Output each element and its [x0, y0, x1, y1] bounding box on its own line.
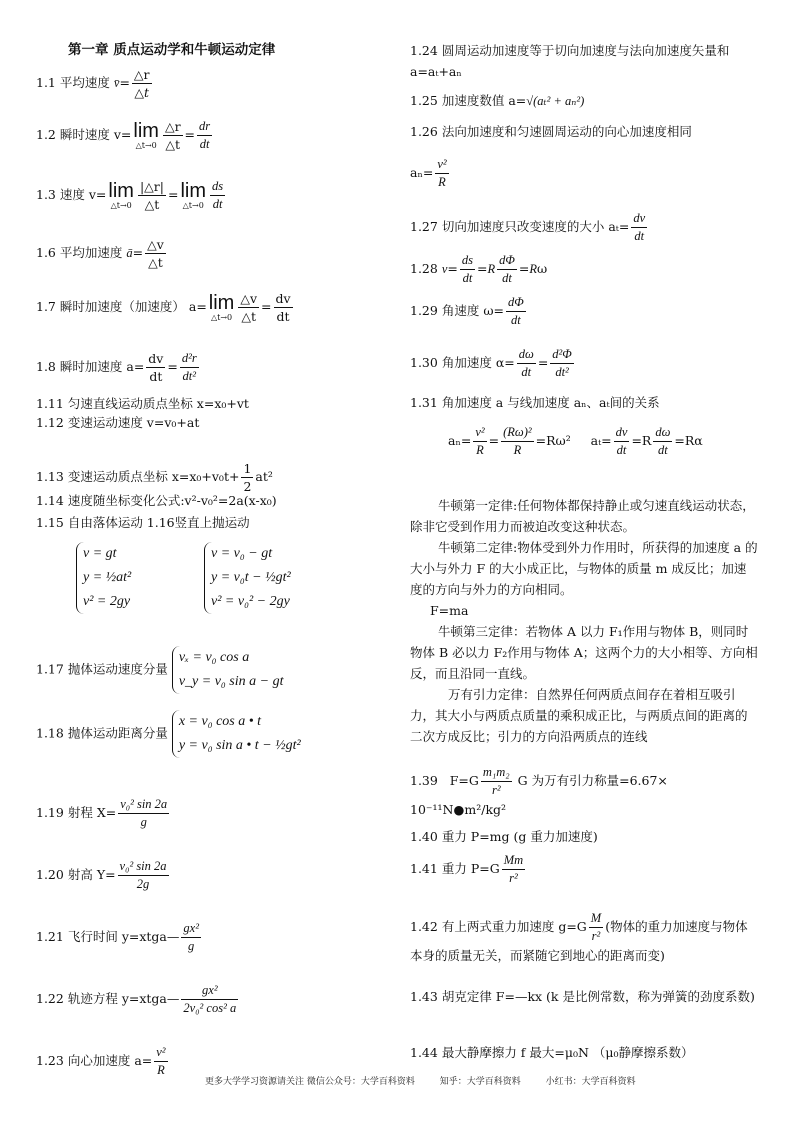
formula-1-29: 1.29 角速度 ω= $\frac{d\Phi}{dt}$ — [410, 295, 524, 327]
formula-1-30: 1.30 角加速度 α= $\frac{d\omega}{dt}$ = $\frac{\text{d²Φ}}{\text{dt²}}$ — [410, 347, 572, 379]
formula-1-8: 1.8 瞬时加速度 a= $\frac{dv}{dt}$ = $\frac{\text{d²r}}{\text{dt²}}$ — [36, 351, 197, 384]
formula-1-31-expr: aₙ= $\frac{\text{v²}}{R}$ = $\frac{\text{(Rω)²}}{R}$ =Rω² aₜ= $\frac{dv}{dt}$ =R $\frac{d\omega}{dt}$ =Rα — [448, 425, 703, 457]
formula-1-13: 1.13 变速运动质点坐标 x=x₀+v₀t+ $\frac{1}{2}$ at² — [36, 461, 273, 494]
formula-1-20: 1.20 射高 Y= $\frac{\text{v₀² sin 2a}}{2g}$ — [36, 859, 167, 891]
free-fall-system: v = gt y = ½at² v² = 2gy — [76, 542, 131, 614]
formula-1-11: 1.11 匀速直线运动质点坐标 x=x₀+vt — [36, 396, 249, 411]
formula-1-25: 1.25 加速度数值 a=√(aₜ² + aₙ²) — [410, 93, 585, 108]
formula-1-12: 1.12 变速运动速度 v=v₀+at — [36, 415, 200, 430]
formula-1-3: 1.3 速度 v= lim △t→0 $\frac{|\triangle r|}{\triangle t}$ = lim △t→0 $\frac{ds}{dt}$ — [36, 179, 224, 212]
formula-1-40: 1.40 重力 P=mg (g 重力加速度) — [410, 829, 598, 844]
formula-1-14: 1.14 速度随坐标变化公式:v²-v₀²=2a(x-x₀) — [36, 493, 277, 508]
formula-1-19: 1.19 射程 X= $\frac{\text{v₀² sin 2a}}{g}$ — [36, 797, 168, 829]
formula-1-39: 1.39 F=G $\frac{\text{m₁m₂}}{\text{r²}}$ G 为万有引力称量=6.67× 10⁻¹¹N●m²/kg² — [410, 765, 668, 817]
formula-1-2: 1.2 瞬时速度 v= lim △t→0 $\frac{\triangle r}{\triangle t}$ = $\frac{dr}{dt}$ — [36, 119, 211, 152]
formula-1-21: 1.21 飞行时间 y=xtga— $\frac{\text{gx²}}{g}$ — [36, 921, 199, 953]
newton-third-law: 牛顿第三定律：若物体 A 以力 F₁作用与物体 B，则同时物体 B 必以力 F₂作用与物体 A；这两个力的大小相等、方向相反，而且沿同一直线。 — [410, 624, 758, 681]
formula-1-26-expr: aₙ= $\frac{\text{v²}}{R}$ — [410, 157, 447, 189]
formula-1-1: 1.1 平均速度 v̄= $\frac{\triangle r}{\triangle t}$ — [36, 67, 150, 100]
formula-1-28: 1.28 v= $\frac{ds}{dt}$ =R $\frac{d\Phi}{dt}$ =Rω — [410, 253, 548, 285]
formula-1-42: 1.42 有上两式重力加速度 g=G $\frac{M}{\text{r²}}$ (物体的重力加速度与物体本身的质量无关，而紧随它到地心的距离而变) — [410, 911, 748, 963]
formula-1-23: 1.23 向心加速度 a= $\frac{\text{v²}}{R}$ — [36, 1045, 166, 1077]
vertical-throw-system: v = v₀ − gt y = v₀t − ½gt² v² = v₀² − 2gy — [204, 542, 291, 614]
footer-wechat: 更多大学学习资源请关注 微信公众号：大学百科资料 — [205, 1077, 415, 1087]
formula-1-15: 1.15 自由落体运动 1.16竖直上抛运动 — [36, 515, 250, 530]
page-footer — [205, 1074, 658, 1087]
newton-first-law: 牛顿第一定律:任何物体都保持静止或匀速直线运动状态，除非它受到作用力而被迫改变这种状态。 — [410, 498, 755, 534]
formula-1-22: 1.22 轨迹方程 y=xtga— $\frac{\text{gx²}}{\text{2v₀² cos² a}}$ — [36, 983, 237, 1015]
formula-1-43: 1.43 胡克定律 F=—kx (k 是比例常数，称为弹簧的劲度系数) — [410, 989, 755, 1004]
formula-1-7: 1.7 瞬时加速度（加速度） a= lim △t→0 $\frac{\triangle v}{\triangle t}$ = $\frac{dv}{dt}$ — [36, 291, 291, 324]
footer-zhihu: 知乎：大学百科资料 — [439, 1077, 521, 1087]
footer-xiaohongshu: 小红书：大学百科资料 — [545, 1077, 636, 1087]
formula-1-41: 1.41 重力 P=G $\frac{Mm}{\text{r²}}$ — [410, 853, 524, 885]
formula-1-26: 1.26 法向加速度和匀速圆周运动的向心加速度相同 — [410, 124, 692, 139]
gravitation-law: 万有引力定律：自然界任何两质点间存在着相互吸引力，其大小与两质点质量的乘积成正比，与两质点间的距离的二次方成反比；引力的方向沿两质点的连线 — [410, 687, 748, 744]
formula-1-17: 1.17 抛体运动速度分量 vₓ = v₀ cos a v_y = v₀ sin a − gt — [36, 646, 283, 694]
f-equals-ma: F=ma — [430, 603, 469, 618]
formula-1-44: 1.44 最大静摩擦力 f 最大=μ₀N （μ₀静摩擦系数） — [410, 1045, 694, 1060]
formula-1-18: 1.18 抛体运动距离分量 x = v₀ cos a • t y = v₀ sin a • t − ½gt² — [36, 710, 301, 758]
formula-1-27: 1.27 切向加速度只改变速度的大小 aₜ= $\frac{dv}{dt}$ — [410, 211, 646, 243]
formula-1-24: 1.24 圆周运动加速度等于切向加速度与法向加速度矢量和 a=aₜ+aₙ — [410, 43, 730, 79]
formula-1-31: 1.31 角加速度 a 与线加速度 aₙ、aₜ间的关系 — [410, 395, 660, 410]
chapter-title: 第一章 质点运动学和牛顿运动定律 — [68, 42, 276, 58]
newton-second-law: 牛顿第二定律:物体受到外力作用时，所获得的加速度 a 的大小与外力 F 的大小成正比，与物体的质量 m 成反比；加速度的方向与外力的方向相同。 — [410, 540, 758, 597]
formula-1-6: 1.6 平均加速度 ā= $\frac{\triangle v}{\triangle t}$ — [36, 237, 164, 270]
